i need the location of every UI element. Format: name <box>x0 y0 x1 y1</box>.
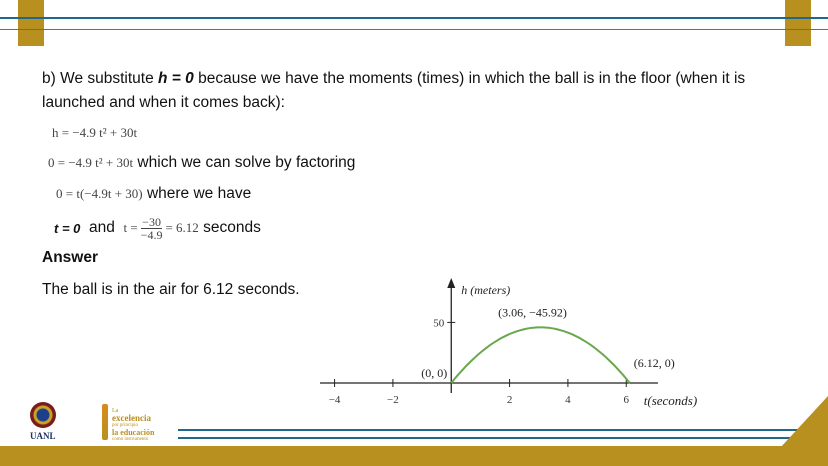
point-label-vertex: (3.06, −45.92) <box>498 305 567 320</box>
equation-1 <box>52 124 137 142</box>
solution-row <box>54 213 261 243</box>
torch-icon <box>102 404 108 440</box>
footer-line-bottom <box>178 437 828 439</box>
equation-1-math: h = −4.9 t² + 30t <box>52 125 138 140</box>
solution-denominator: −4.9 <box>140 227 163 242</box>
equation-3-text: where we have <box>142 185 252 202</box>
answer-text: The ball is in the air for 6.12 seconds. <box>42 281 300 298</box>
intro-prefix: b) We substitute <box>42 70 159 87</box>
slogan-line-4: la educación <box>112 428 155 437</box>
equation-2-math: 0 = −4.9 t² + 30t <box>48 155 134 170</box>
header-gold-block-left <box>18 0 44 46</box>
footer-line-top <box>178 429 828 431</box>
x-tick-label: −2 <box>387 394 399 406</box>
x-axis-label: t(seconds) <box>643 393 698 408</box>
answer-heading: Answer <box>42 249 98 266</box>
point-label-root: (6.12, 0) <box>633 356 675 370</box>
x-tick-label: 6 <box>623 394 629 406</box>
slogan-line-2: excelencia <box>112 413 151 423</box>
solution-fraction <box>141 216 163 241</box>
intro-emphasis: h = 0 <box>158 70 194 87</box>
x-tick-label: 4 <box>565 394 571 406</box>
header-gold-block-right <box>785 0 811 46</box>
x-tick-label: 2 <box>506 394 513 406</box>
point-label-origin: (0, 0) <box>421 366 448 380</box>
parabola-chart <box>300 268 698 418</box>
solution-result: = 6.12 <box>165 220 199 235</box>
y-tick-label: 50 <box>433 317 445 330</box>
solution-and: and <box>80 219 124 236</box>
x-tick-label: −4 <box>328 394 341 406</box>
y-axis-label: h (meters) <box>461 283 511 297</box>
uanl-label: UANL <box>30 431 56 441</box>
solution-units: seconds <box>198 219 261 236</box>
chart-ticks <box>329 317 630 406</box>
slogan-line-3: por principio <box>112 423 138 428</box>
chart-point-labels <box>421 305 675 380</box>
intro-suffix: because we have the moments (times) in which the ball is in the floor (when it is launched and when it comes back): <box>42 70 746 111</box>
y-axis-arrow <box>447 278 455 288</box>
slogan-line-1: La <box>112 408 119 414</box>
header-line-top <box>0 17 828 19</box>
equation-3 <box>56 185 251 203</box>
equation-2-text: which we can solve by factoring <box>133 154 356 171</box>
parabola-curve <box>451 327 630 383</box>
intro-paragraph <box>42 67 812 115</box>
solution-t-prefix: t = <box>123 220 138 235</box>
footer-gold-bar <box>0 446 828 466</box>
solution-t0: t = 0 <box>54 220 81 236</box>
equation-3-math: 0 = t(−4.9t + 30) <box>56 186 143 201</box>
slogan-logo <box>112 408 154 443</box>
uanl-seal <box>30 402 56 428</box>
slogan-line-5: como instrumento <box>112 437 149 442</box>
equation-2 <box>48 154 355 172</box>
solution-numerator: −30 <box>142 214 161 229</box>
header-line-bottom <box>0 29 828 30</box>
footer-gold-corner <box>780 396 828 448</box>
